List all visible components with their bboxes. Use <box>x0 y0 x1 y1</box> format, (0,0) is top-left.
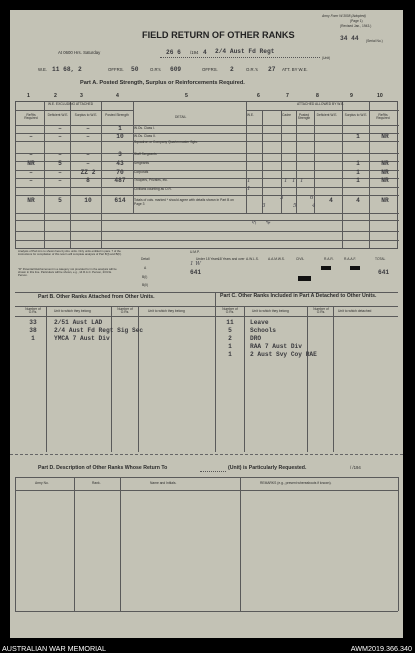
ump-label: U.M.P. <box>190 250 200 254</box>
col-header: Surplus to W.E. <box>74 113 98 117</box>
col-header: W.E. <box>247 113 254 117</box>
year-value: 4 <box>203 49 207 56</box>
part-b-unit: 2/51 Aust LAD <box>54 319 103 326</box>
cell-c3: – <box>86 151 90 158</box>
serial-label: (Serial No.) <box>366 39 383 43</box>
part-c-col-header: Number of O.Rs. <box>222 307 238 315</box>
cell-c2: – <box>58 177 62 184</box>
col-number: 6 <box>257 93 260 99</box>
cell-c4: 70 <box>116 169 124 176</box>
offrs2-label: OFFRS. <box>202 67 218 72</box>
form-page <box>10 10 403 638</box>
cell-c3: – <box>86 160 90 167</box>
cell-c4: 43 <box>116 160 124 167</box>
part-c-count: 5 <box>228 327 232 334</box>
col-number: 8 <box>316 93 319 99</box>
handwritten-mark: 6 <box>310 195 314 201</box>
col-number: 4 <box>116 93 119 99</box>
part-c-heading: Part C. Other Ranks Included in Part A Detached to Other Units. <box>220 293 377 299</box>
part-c-unit: Schools <box>250 327 276 334</box>
ors2-label: O.R.'s <box>246 67 258 72</box>
part-b-col-header: Unit to which they belong <box>54 309 91 313</box>
cell-c2: – <box>58 125 62 132</box>
part-c-count: 1 <box>228 343 232 350</box>
cell-c3: 10 <box>84 197 92 204</box>
analysis-total-value: 641 <box>378 269 390 276</box>
col-header: Posted Strength <box>297 113 311 121</box>
row-detail: Corporals <box>134 170 149 174</box>
part-c-unit: 2 Aust Svy Coy RAE <box>250 351 317 358</box>
cell-c3: ZZ 2 <box>80 169 96 176</box>
unit-name: 2/4 Aust Fd Regt <box>215 48 275 55</box>
army-form-number: Army Form W.3008 (Adopted) <box>322 14 366 18</box>
row-detail: Squadron or Company Quartermaster Sgts. <box>134 140 198 144</box>
part-b-unit: 2/4 Aust Fd Regt Sig Sec <box>54 327 144 334</box>
col-header: Posted Strength <box>105 113 129 117</box>
offrs-value: 50 <box>131 66 139 73</box>
part-b-col-header: Number of O.Rs. <box>117 307 133 315</box>
ors2-value: 27 <box>268 66 276 73</box>
redaction-block <box>350 266 360 270</box>
handwritten-mark: 1 <box>247 186 251 192</box>
analysis-note: Analysis of Part A is to shown here by ALL units. Only units entitled in para. 7 of the instructions for compilation of this return will complete analysis of Part B(I) and B(II). <box>18 249 122 257</box>
cell-c4: 614 <box>114 197 126 204</box>
cell-c9: 1 <box>356 133 360 140</box>
col-header: Deficient W.E. <box>316 113 338 117</box>
analysis-handwriting: 1 W <box>190 261 201 267</box>
footer-left: AUSTRALIAN WAR MEMORIAL <box>2 644 106 653</box>
cell-c3: – <box>86 133 90 140</box>
col-header: Surplus to W.E. <box>344 113 368 117</box>
part-b-count: 33 <box>29 319 37 326</box>
row-detail: Civilians counting as O.R. <box>134 187 172 191</box>
cell-c10: NR <box>381 160 389 167</box>
analysis-col: A.W.L.S. <box>246 257 259 261</box>
handwritten-mark: 1 <box>292 178 296 184</box>
part-d-col-name: Name and Initials. <box>150 481 177 485</box>
part-c-count: 2 <box>228 335 232 342</box>
cell-c1: – <box>29 151 33 158</box>
cell-c3: 8 <box>86 177 90 184</box>
row-detail: Totals of cols. marked * should agree with details shown in Part B on Page 3 <box>134 198 234 206</box>
cell-c10: NR <box>381 133 389 140</box>
part-c-col-header: Unit to which detached <box>338 309 372 313</box>
row-detail: W.Os. Class I. <box>134 126 155 130</box>
col-header: Cadre <box>282 113 291 117</box>
handwritten-mark: 5 <box>251 220 259 225</box>
handwritten-mark: 1 <box>247 178 251 184</box>
analysis-col: CIVIL <box>296 257 305 261</box>
col-number: 7 <box>286 93 289 99</box>
cell-c10: NR <box>381 177 389 184</box>
cell-c3: – <box>86 125 90 132</box>
serial-number: 34 44 <box>340 35 359 42</box>
row-detail: W.Os. Class II. <box>134 134 156 138</box>
redaction-block <box>321 266 331 270</box>
part-c-col-header: Number of O.Rs. <box>313 307 329 315</box>
offrs2-value: 2 <box>230 66 234 73</box>
ors-label: O.R's <box>150 67 161 72</box>
part-c-unit: DRO <box>250 335 262 342</box>
col-number: 2 <box>54 93 57 99</box>
part-b-heading: Part B. Other Ranks Attached from Other Units. <box>38 294 155 300</box>
part-b-unit: YMCA 7 Aust Div <box>54 335 110 342</box>
cell-c2: – <box>58 151 62 158</box>
part-b-col-header: Number of O.Rs. <box>25 307 41 315</box>
offrs-label: OFFRS. <box>108 67 124 72</box>
col-header: Ref'fts Required <box>24 113 38 121</box>
cell-c9: 1 <box>356 169 360 176</box>
page-label: (Page 1) <box>350 19 363 23</box>
col-header: Deficient W.E. <box>47 113 69 117</box>
analysis-col: R.A.R. <box>324 257 334 261</box>
part-b-count: 1 <box>31 335 35 342</box>
part-b-count: 38 <box>29 327 37 334</box>
archive-footer <box>0 641 415 653</box>
cell-c4: 10 <box>116 133 124 140</box>
detail-heading: DETAIL <box>175 115 187 119</box>
analysis-col: R.A.A.F. <box>344 257 357 261</box>
handwritten-mark: 1 <box>300 178 304 184</box>
part-d-date: / /194 <box>350 465 361 470</box>
cell-c2: – <box>58 133 62 140</box>
cell-c9: 1 <box>356 177 360 184</box>
cell-c2: 5 <box>58 197 62 204</box>
ump-over-label: 18 Years and over <box>218 257 245 261</box>
cell-c1: NR <box>27 197 35 204</box>
handwritten-mark: 4 <box>265 220 273 225</box>
year-prefix: /194 <box>190 50 199 55</box>
cell-c10: NR <box>381 169 389 176</box>
reinforcement-note: "R" Potential Reinforcement in a category not provided for in the analysis will be shown in this line. Particulars will be shown, e.g., 14 R.A.C. Person, 23 R.E. Person. <box>18 267 117 278</box>
analysis-col: A.A.M.W.S. <box>268 257 285 261</box>
row-detail: Sergeants <box>134 161 150 165</box>
cell-c8: 4 <box>329 197 333 204</box>
redaction-block <box>298 276 311 281</box>
analysis-row-label: B(I) <box>142 275 148 279</box>
analysis-detail-label: Detail <box>141 257 150 261</box>
cell-c2: – <box>58 169 62 176</box>
cell-c1: NR <box>27 160 35 167</box>
page-title: FIELD RETURN OF OTHER RANKS <box>142 30 295 40</box>
return-date: 26 6 <box>166 49 181 56</box>
col-number: 1 <box>27 93 30 99</box>
handwritten-mark: 5 <box>293 203 297 209</box>
analysis-row-label: B(II) <box>142 283 149 287</box>
cell-c1: – <box>29 177 33 184</box>
part-d-col-army-no: Army No. <box>35 481 49 485</box>
part-d-col-rank: Rank. <box>92 481 101 485</box>
cell-c2: 5 <box>58 160 62 167</box>
part-c-unit: RAA 7 Aust Div <box>250 343 302 350</box>
part-b-col-header: Unit to which they belong <box>148 309 185 313</box>
part-a-heading: Part A. Posted Strength, Surplus or Reinforcements Required. <box>80 80 245 86</box>
part-c-unit: Leave <box>250 319 269 326</box>
part-c-col-header: Unit to which they belong <box>252 309 289 313</box>
part-d-heading-end: (Unit) is Particularly Requested. <box>228 465 307 471</box>
col-number: 3 <box>80 93 83 99</box>
cell-c1: – <box>29 133 33 140</box>
analysis-col: TOTAL <box>375 257 386 261</box>
analysis-b1-value: 641 <box>190 269 202 276</box>
handwritten-mark: 4 <box>312 203 316 209</box>
col-number: 9 <box>350 93 353 99</box>
cell-c9: 4 <box>356 197 360 204</box>
part-d-heading: Part D. Description of Other Ranks Whose Return To <box>38 465 168 471</box>
analysis-row-label: A <box>144 266 147 270</box>
row-detail: Staff Sergeants <box>134 152 157 156</box>
we-value: 11 68, 2 <box>52 66 82 73</box>
part-a-table <box>15 101 398 249</box>
we-excluding-heading: W.E. EXCLUDING ATTACHED <box>48 102 94 106</box>
col-number: 5 <box>185 93 188 99</box>
revision-label: (Revised Jan., 1943.) <box>340 24 372 28</box>
handwritten-mark: 3 <box>262 203 266 209</box>
cell-c4: 1 <box>118 125 122 132</box>
we-label: W.E. <box>38 67 48 72</box>
attached-heading: ATTACHED ALLOWED BY W.E. <box>297 102 345 106</box>
unit-label: (Unit) <box>322 56 331 60</box>
ump-under-label: Under 18 Years <box>196 257 219 261</box>
row-detail: Troopers, Privates, etc. <box>134 178 168 182</box>
ors-value: 609 <box>170 66 182 73</box>
part-c-count: 11 <box>226 319 234 326</box>
handwritten-mark: 1 <box>284 178 288 184</box>
cell-c4: 3 <box>118 151 122 158</box>
cell-c10: NR <box>381 197 389 204</box>
handwritten-mark: 3 <box>280 195 284 201</box>
part-d-col-remarks: REMARKS (e.g., present whereabouts if known). <box>260 481 332 485</box>
col-header: Ref'fts Required <box>376 113 390 121</box>
cell-c4: 487 <box>114 177 126 184</box>
col-number: 10 <box>377 93 383 99</box>
at-hours-label: At 0600 Hrs. Saturday <box>58 50 101 55</box>
footer-right: AWM2019.366.340 <box>350 644 412 653</box>
cell-c1: – <box>29 169 33 176</box>
part-c-count: 1 <box>228 351 232 358</box>
attached-label: ATT. BY W.E. <box>282 67 308 72</box>
cell-c9: 1 <box>356 160 360 167</box>
